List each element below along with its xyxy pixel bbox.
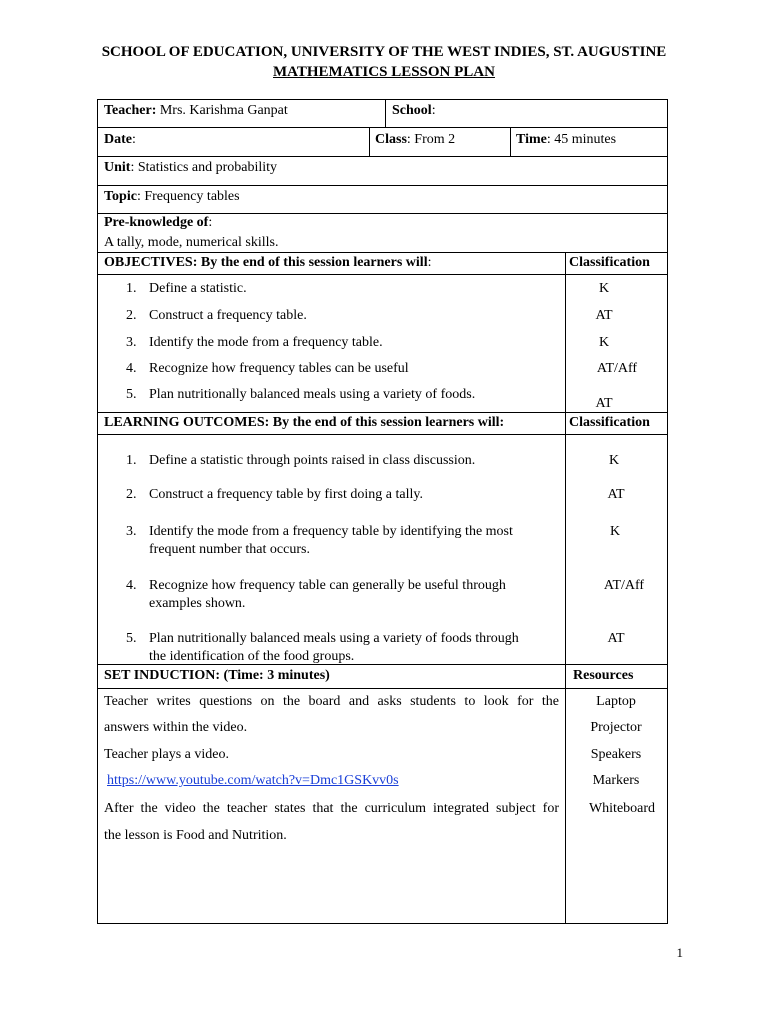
outcome-text: Identify the mode from a frequency table by identifying the most — [149, 524, 513, 539]
teacher-label: Teacher: — [104, 103, 157, 118]
outcome-text-continued: the identification of the food groups. — [149, 649, 355, 664]
unit-value: : Statistics and probability — [130, 160, 278, 175]
objective-number: 2. — [126, 308, 137, 323]
outcome-text: Recognize how frequency table can generally be useful through — [149, 578, 506, 593]
topic-label: Topic — [104, 189, 137, 204]
outcome-number: 1. — [126, 453, 137, 468]
class-value: : From 2 — [406, 132, 456, 147]
objective-number: 1. — [126, 281, 137, 296]
outcome-classification: K — [609, 524, 621, 539]
induction-paragraph-3-continued: the lesson is Food and Nutrition. — [104, 828, 287, 843]
objective-number: 3. — [126, 335, 137, 350]
induction-paragraph-1-continued: answers within the video. — [104, 720, 248, 735]
outcome-number: 2. — [126, 487, 137, 502]
unit-label: Unit — [104, 160, 131, 175]
page-number: 1 — [676, 945, 683, 960]
school-label: School — [392, 103, 432, 118]
video-link[interactable]: https://www.youtube.com/watch?v=Dmc1GSKvv0s — [107, 773, 399, 788]
induction-paragraph-2: Teacher plays a video. — [104, 747, 229, 762]
document-title: SCHOOL OF EDUCATION, UNIVERSITY OF THE WEST INDIES, ST. AUGUSTINE — [101, 44, 667, 60]
pre-knowledge-colon: : — [208, 215, 213, 230]
objective-number: 4. — [126, 361, 137, 376]
set-induction-heading: SET INDUCTION: (Time: 3 minutes) — [104, 668, 330, 683]
outcome-number: 3. — [126, 524, 137, 539]
objectives-heading — [104, 255, 431, 271]
objective-text: Construct a frequency table. — [149, 308, 307, 323]
resource-item: Whiteboard — [588, 801, 656, 816]
induction-paragraph-3: After the video the teacher states that the curriculum integrated subject for — [104, 801, 559, 816]
topic-value: : Frequency tables — [136, 189, 240, 204]
outcome-number: 5. — [126, 631, 137, 646]
objectives-heading-text: OBJECTIVES: By the end of this session learners will — [104, 255, 428, 270]
time-label: Time — [516, 132, 547, 147]
resources-heading: Resources — [573, 668, 634, 683]
outcome-classification: AT — [607, 487, 625, 502]
class-label: Class — [375, 132, 407, 147]
school-value: : — [431, 103, 436, 118]
objective-text: Plan nutritionally balanced meals using a variety of foods. — [149, 387, 476, 402]
outcome-number: 4. — [126, 578, 137, 593]
date-value: : — [132, 132, 136, 147]
outcomes-classification-heading: Classification — [569, 415, 650, 430]
objectives-heading-colon: : — [427, 255, 432, 270]
objective-classification: K — [598, 281, 610, 296]
outcome-text: Define a statistic through points raised in class discussion. — [149, 453, 476, 468]
teacher-value: Mrs. Karishma Ganpat — [156, 103, 288, 118]
objectives-classification-heading: Classification — [569, 255, 650, 270]
objective-classification: AT — [595, 396, 613, 411]
outcomes-heading: LEARNING OUTCOMES: By the end of this session learners will: — [104, 415, 505, 430]
resource-item: Speakers — [590, 747, 642, 762]
outcome-text-continued: frequent number that occurs. — [149, 542, 310, 557]
objective-number: 5. — [126, 387, 137, 402]
objective-text: Identify the mode from a frequency table. — [149, 335, 383, 350]
outcome-text: Plan nutritionally balanced meals using a variety of foods through — [149, 631, 519, 646]
resource-item: Markers — [592, 773, 640, 788]
unit-field — [104, 160, 277, 176]
induction-paragraph-1: Teacher writes questions on the board and asks students to look for the — [104, 694, 559, 709]
time-field — [516, 132, 616, 148]
class-field — [375, 132, 455, 148]
objective-classification: AT/Aff — [596, 361, 638, 376]
outcome-classification: K — [608, 453, 620, 468]
pre-knowledge-value: A tally, mode, numerical skills. — [104, 235, 279, 250]
resource-item: Laptop — [596, 694, 636, 709]
time-value: : 45 minutes — [546, 132, 617, 147]
objective-text: Recognize how frequency tables can be useful — [149, 361, 409, 376]
teacher-field — [104, 103, 288, 119]
outcome-classification: AT/Aff — [603, 578, 645, 593]
document-subtitle: MATHEMATICS LESSON PLAN — [273, 64, 495, 80]
objective-classification: AT — [595, 308, 613, 323]
outcome-classification: AT — [607, 631, 625, 646]
date-label: Date — [104, 132, 132, 147]
topic-field — [104, 189, 240, 205]
objective-classification: K — [598, 335, 610, 350]
outcome-text-continued: examples shown. — [149, 596, 246, 611]
pre-knowledge-field — [104, 215, 212, 231]
outcome-text: Construct a frequency table by first doing a tally. — [149, 487, 423, 502]
date-field — [104, 132, 136, 148]
pre-knowledge-label: Pre-knowledge of — [104, 215, 209, 230]
objective-text: Define a statistic. — [149, 281, 247, 296]
resource-item: Projector — [590, 720, 642, 735]
school-field — [392, 103, 436, 119]
